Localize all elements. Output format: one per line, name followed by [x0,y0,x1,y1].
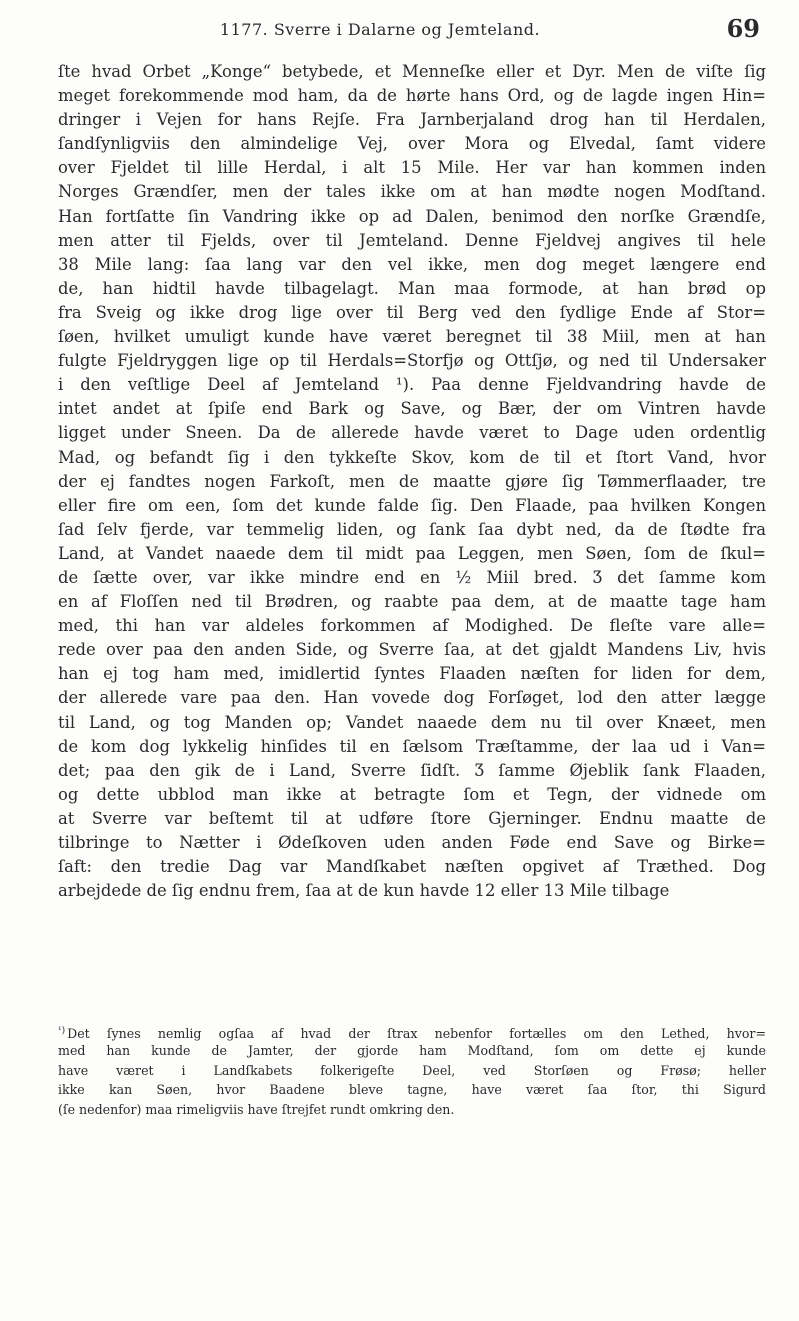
text-line: ſøen, hvilket umuligt kunde have været beregnet til 38 Miil, men at han [58,327,766,347]
text-line: med, thi han var aldeles forkommen af Modighed. De fleſte vare alle= [58,616,766,636]
text-line: og dette ubblod man ikke at betragte ſom et Tegn, der vidnede om [58,784,766,804]
text-line: over Fjeldet til lille Herdal, i alt 15 Mile. Her var han kommen inden [58,158,766,178]
text-line: det; paa den gik de i Land, Sverre ſidſt. Ʒ ſamme Øjeblik ſank Flaaden, [58,760,766,780]
text-line: fra Sveig og ikke drog lige over til Berg ved den ſydlige Ende af Stor= [58,302,766,322]
text-line: rede over paa den anden Side, og Sverre ſaa, at det gjaldt Mandens Liv, hvis [58,640,766,660]
text-line: 38 Mile lang: ſaa lang var den vel ikke, men dog meget længere end [58,254,766,274]
text-line: tilbringe to Nætter i Ødeſkoven uden anden Føde end Save og Birke= [58,833,766,852]
text-line: dringer i Vejen for hans Rejſe. Fra Jarnberjaland drog han til Herdalen, [58,110,766,130]
text-line: til Land, og tog Manden op; Vandet naaede dem nu til over Knæet, men [58,712,766,732]
text-line: de kom dog lykkelig hinſides til en ſælsom Træſtamme, der laa ud i Van= [58,736,766,756]
text-line: men atter til Fjelds, over til Jemteland. Denne Fjeldvej angives til hele [58,230,766,250]
footnote-line: (ſe nedenfor) maa rimeligviis have ſtrejfet rundt omkring den. [58,1101,455,1117]
page-number: 69 [726,14,760,43]
text-line: at Sverre var beſtemt til at udføre ſtore Gjerninger. Endnu maatte de [58,808,766,828]
text-line: Han fortſatte ſin Vandring ikke op ad Dalen, benimod den norſke Grændſe, [58,206,766,226]
text-line: ſaft: den tredie Dag var Mandſkabet næſten opgivet af Træthed. Dog [58,857,766,877]
text-line: ſandſynligviis den almindelige Vej, over Mora og Elvedal, ſamt videre [58,134,766,154]
body-text [58,60,766,903]
footnote-line [58,1022,766,1041]
text-line: han ej tog ham med, imidlertid ſyntes Flaaden næſten for liden for dem, [58,664,766,684]
text-line: intet andet at ſpiſe end Bark og Save, og Bær, der om Vintren havde [58,399,766,419]
footnote-line: have været i Landſkabets folkerigeſte Deel, ved Storſøen og Frøsø; heller [58,1062,766,1078]
running-head: 1177. Sverre i Dalarne og Jemteland. [219,20,541,39]
text-line: de ſætte over, var ikke mindre end en ½ Miil bred. Ʒ det ſamme kom [58,567,766,587]
text-line: eller fire om een, ſom det kunde falde ſig. Den Flaade, paa hvilken Kongen [58,495,766,515]
footnote [58,1022,766,1119]
footnote-line: med han kunde de Jamter, der gjorde ham Modſtand, ſom om dette ej kunde [58,1043,766,1059]
text-line: fulgte Fjeldryggen lige op til Herdals=Storfjø og Ottſjø, og ned til Undersaker [58,351,766,371]
text-line: arbejdede de ſig endnu frem, ſaa at de kun havde 12 eller 13 Mile tilbage [58,881,670,901]
footnote-line: ikke kan Søen, hvor Baadene bleve tagne, have været ſaa ſtor, thi Sigurd [58,1082,766,1098]
text-line: ligget under Sneen. Da de allerede havde været to Dage uden ordentlig [58,423,766,443]
page-header [60,16,760,48]
text-line: i den veſtlige Deel af Jemteland ¹). Paa denne Fjeldvandring havde de [58,375,766,395]
text-line: Norges Grændſer, men der tales ikke om at han mødte nogen Modſtand. [58,182,766,202]
text-line: ſad ſelv fjerde, var temmelig liden, og ſank ſaa dybt ned, da de ſtødte fra [58,519,766,539]
text-line: en af Floſſen ned til Brødren, og raabte paa dem, at de maatte tage ham [58,592,766,612]
text-line: Mad, og befandt ſig i den tykkeſte Skov, kom de til et ſtort Vand, hvor [58,447,766,467]
text-line: meget forekommende mod ham, da de hørte hans Ord, og de lagde ingen Hin= [58,86,766,106]
text-line: de, han hidtil havde tilbagelagt. Man maa formode, at han brød op [58,278,766,298]
text-line: der ej fandtes nogen Farkoſt, men de maatte gjøre ſig Tømmerflaader, tre [58,471,766,491]
text-line: Land, at Vandet naaede dem til midt paa Leggen, men Søen, ſom de ſkul= [58,543,766,563]
footnote-text: Det ſynes nemlig ogſaa af hvad der ſtrax nebenfor fortælles om den Lethed, hvor= [67,1026,766,1042]
footnote-marker: ¹) [58,1026,66,1036]
text-line: ſte hvad Orbet „Konge“ betybede, et Menneſke eller et Dyr. Men de viſte ſig [58,62,766,81]
text-line: der allerede vare paa den. Han vovede dog Forſøget, lod den atter lægge [58,688,766,708]
